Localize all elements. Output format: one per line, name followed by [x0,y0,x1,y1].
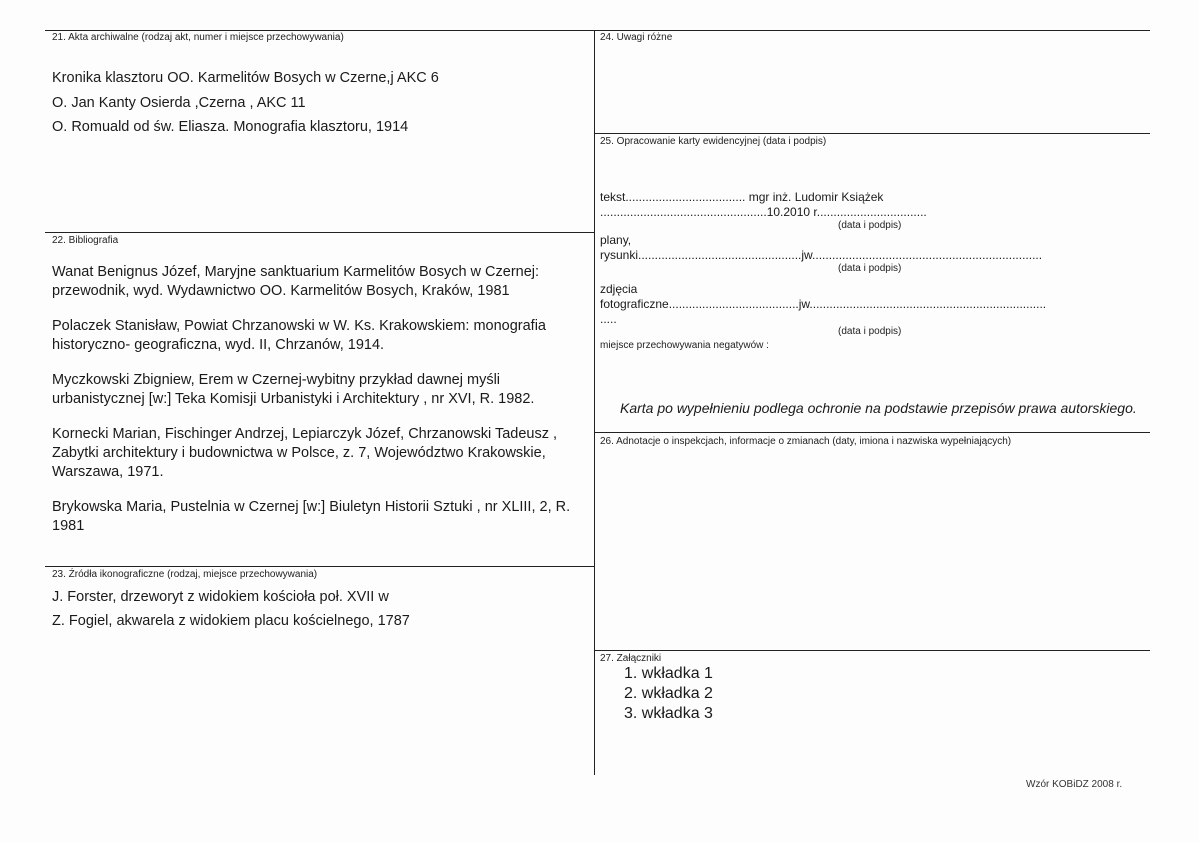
rule-23 [45,566,594,567]
section-25-label: 25. Opracowanie karty ewidencyjnej (data i podpis) [600,136,827,147]
rule-27 [594,650,1150,651]
rule-top-left [45,30,594,31]
rule-26 [594,432,1150,433]
negatives-location-label: miejsce przechowywania negatywów : [600,340,769,351]
section-23-label: 23. Źródła ikonograficzne (rodzaj, miejsce przechowywania) [52,569,318,580]
rule-25 [594,133,1150,134]
archive-line-2: O. Jan Kanty Osierda ,Czerna , AKC 11 [52,95,306,111]
signature-hint-3: (data i podpis) [838,326,902,337]
attachment-item-3: 3. wkładka 3 [624,705,713,722]
attachment-item-1: 1. wkładka 1 [624,665,713,682]
bibliography-item: Brykowska Maria, Pustelnia w Czernej [w:] Biuletyn Historii Sztuki , nr XLIII, 2, R. 1981 [52,499,571,534]
rysunki-line: rysunki.................................................jw..................................................................... [600,248,1043,262]
plany-label: plany, [600,233,632,247]
rule-22 [45,232,594,233]
tekst-line: tekst.................................... mgr inż. Ludomir Książek [600,190,884,204]
bibliography-item: Kornecki Marian, Fischinger Andrzej, Lepiarczyk Józef, Chrzanowski Tadeusz , Zabytki architektury i budownictwa w Polsce, z. 7, Województwo Krakowskie, Warszawa, 1971. [52,426,558,480]
iconography-line-2: Z. Fogiel, akwarela z widokiem placu kościelnego, 1787 [52,613,410,629]
copyright-notice: Karta po wypełnieniu podlega ochronie na podstawie przepisów prawa autorskiego. [620,400,1137,416]
column-divider [594,30,595,775]
dots-line: ..... [600,312,617,326]
archive-line-1: Kronika klasztoru OO. Karmelitów Bosych w Czerne,j AKC 6 [52,70,439,86]
archive-line-3: O. Romuald od św. Eliasza. Monografia klasztoru, 1914 [52,119,409,135]
tekst-date-line: ..................................................10.2010 r................................. [600,205,927,219]
attachment-item-2: 2. wkładka 2 [624,685,713,702]
section-22-label: 22. Bibliografia [52,235,119,246]
section-24-label: 24. Uwagi różne [600,32,673,43]
signature-hint-2: (data i podpis) [838,263,902,274]
bibliography-item: Polaczek Stanisław, Powiat Chrzanowski w W. Ks. Krakowskiem: monografia historyczno- geograficzna, wyd. II, Chrzanów, 1914. [52,318,546,353]
rule-top-right [594,30,1150,31]
zdjecia-label: zdjęcia [600,282,638,296]
bibliography-list [52,263,592,552]
section-26-label: 26. Adnotacje o inspekcjach, informacje o zmianach (daty, imiona i nazwiska wypełniających) [600,436,1012,447]
fotograficzne-line: fotograficzne.......................................jw....................................................................... [600,297,1047,311]
form-template-label: Wzór KOBiDZ 2008 r. [1026,779,1123,790]
bibliography-item: Myczkowski Zbigniew, Erem w Czernej-wybitny przykład dawnej myśli urbanistycznej [w:] Teka Komisji Urbanistyki i Architektury , nr XVI, R. 1982. [52,372,535,407]
signature-hint-1: (data i podpis) [838,220,902,231]
iconography-line-1: J. Forster, drzeworyt z widokiem kościoła poł. XVII w [52,589,389,605]
bibliography-item: Wanat Benignus Józef, Maryjne sanktuarium Karmelitów Bosych w Czernej: przewodnik, wyd. Wydawnictwo OO. Karmelitów Bosych, Kraków, 1981 [52,264,540,299]
section-21-label: 21. Akta archiwalne (rodzaj akt, numer i miejsce przechowywania) [52,32,344,43]
section-27-label: 27. Załączniki [600,653,662,664]
